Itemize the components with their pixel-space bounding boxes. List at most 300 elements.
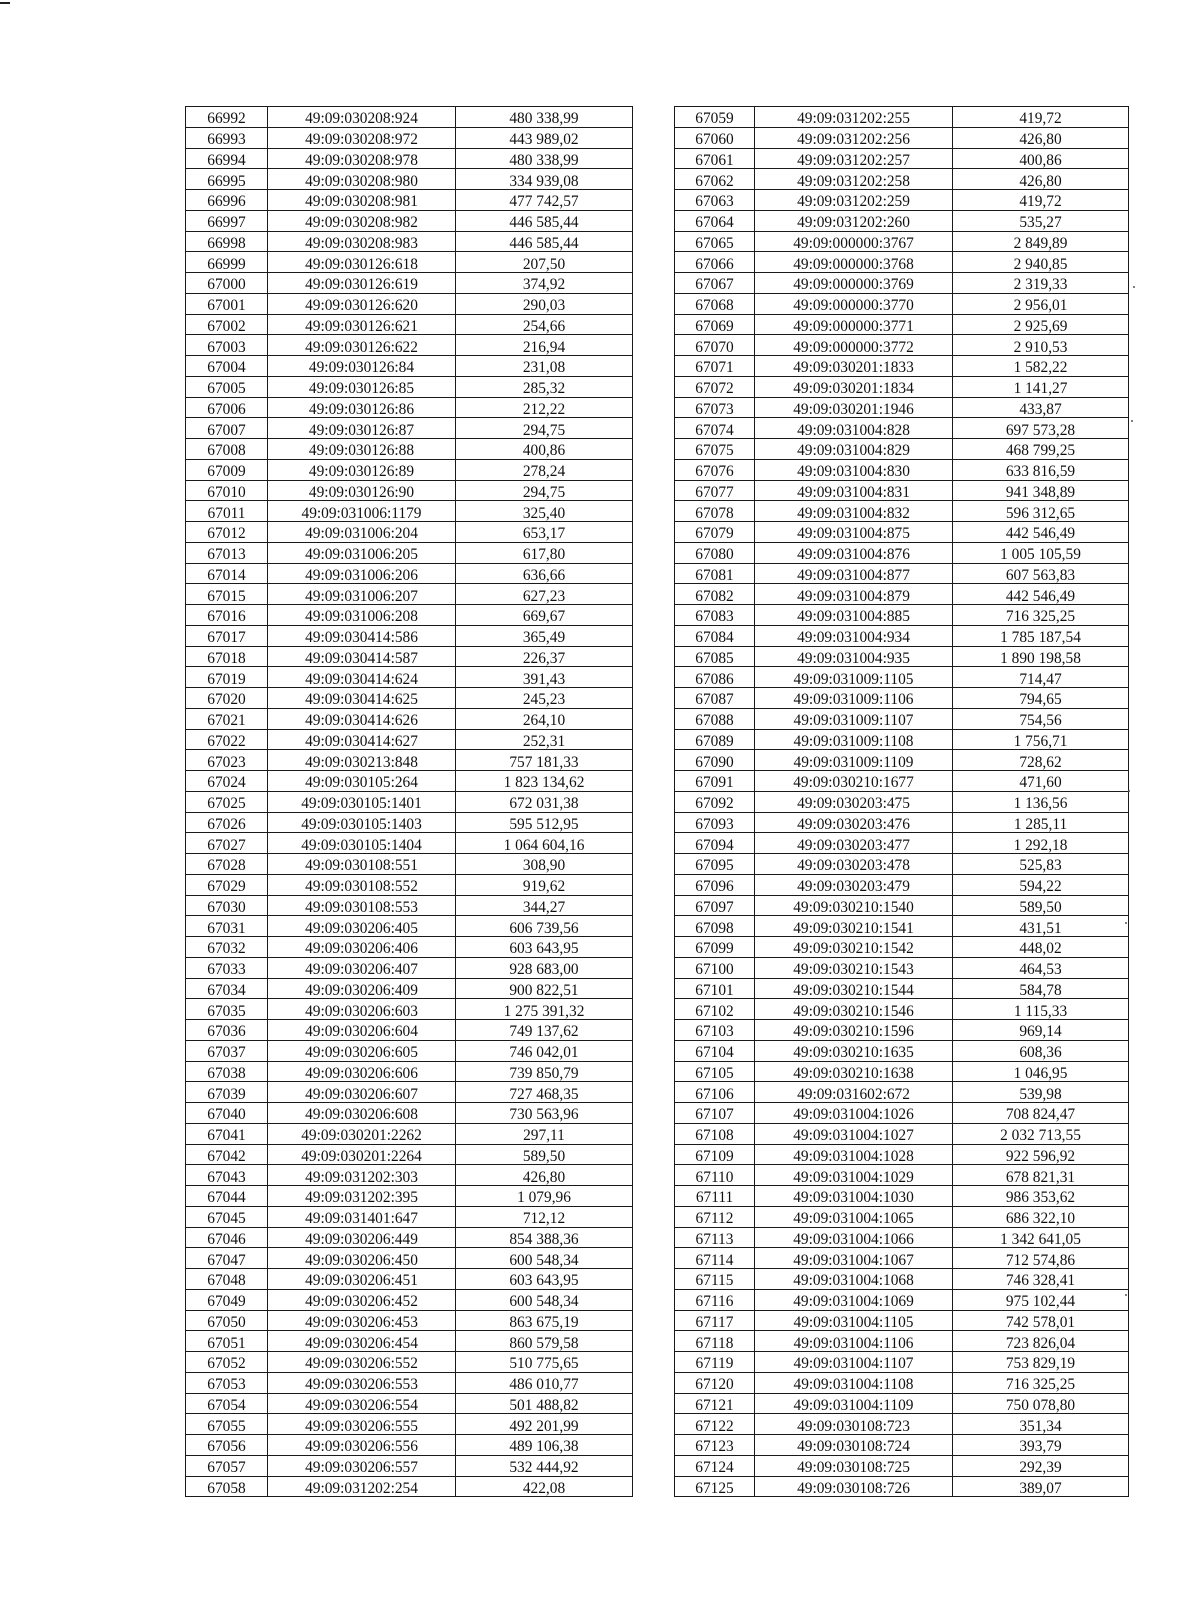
value-cell: 480 338,99 [456, 107, 633, 128]
cadastral-number-cell: 49:09:030206:554 [268, 1393, 456, 1414]
row-number-cell: 67012 [186, 522, 268, 543]
cadastral-number-cell: 49:09:030414:624 [268, 667, 456, 688]
table-row [675, 190, 1129, 211]
table-row [675, 501, 1129, 522]
cadastral-number-cell: 49:09:031202:258 [755, 169, 953, 190]
cadastral-number-cell: 49:09:030206:453 [268, 1310, 456, 1331]
cadastral-number-cell: 49:09:031004:1029 [755, 1165, 953, 1186]
value-cell: 480 338,99 [456, 148, 633, 169]
table-row [186, 916, 633, 937]
cadastral-number-cell: 49:09:030126:618 [268, 252, 456, 273]
value-cell: 292,39 [953, 1455, 1129, 1476]
table-row [675, 522, 1129, 543]
table-row [675, 273, 1129, 294]
value-cell: 297,11 [456, 1123, 633, 1144]
table-row [675, 584, 1129, 605]
row-number-cell: 67000 [186, 273, 268, 294]
cadastral-number-cell: 49:09:031004:1069 [755, 1289, 953, 1310]
table-row [675, 874, 1129, 895]
cadastral-number-cell: 49:09:031004:1030 [755, 1186, 953, 1207]
table-row [186, 210, 633, 231]
value-cell: 1 292,18 [953, 833, 1129, 854]
cadastral-number-cell: 49:09:031009:1109 [755, 750, 953, 771]
value-cell: 686 322,10 [953, 1206, 1129, 1227]
cadastral-number-cell: 49:09:031004:1107 [755, 1352, 953, 1373]
table-row [186, 1310, 633, 1331]
table-row [675, 252, 1129, 273]
row-number-cell: 67035 [186, 999, 268, 1020]
table-row [186, 376, 633, 397]
row-number-cell: 67025 [186, 791, 268, 812]
cadastral-number-cell: 49:09:031006:1179 [268, 501, 456, 522]
cadastral-number-cell: 49:09:030210:1677 [755, 771, 953, 792]
table-row [186, 1165, 633, 1186]
cadastral-number-cell: 49:09:031004:832 [755, 501, 953, 522]
row-number-cell: 67026 [186, 812, 268, 833]
row-number-cell: 67097 [675, 895, 755, 916]
value-cell: 754,56 [953, 708, 1129, 729]
table-row [186, 750, 633, 771]
cadastral-number-cell: 49:09:030210:1638 [755, 1061, 953, 1082]
value-cell: 757 181,33 [456, 750, 633, 771]
cadastral-number-cell: 49:09:030206:406 [268, 937, 456, 958]
value-cell: 975 102,44 [953, 1289, 1129, 1310]
row-number-cell: 67024 [186, 771, 268, 792]
value-cell: 2 849,89 [953, 231, 1129, 252]
value-cell: 653,17 [456, 522, 633, 543]
row-number-cell: 67029 [186, 874, 268, 895]
cadastral-number-cell: 49:09:030108:551 [268, 854, 456, 875]
cadastral-number-cell: 49:09:030208:983 [268, 231, 456, 252]
row-number-cell: 67055 [186, 1414, 268, 1435]
table-row [675, 916, 1129, 937]
table-row [675, 1020, 1129, 1041]
cadastral-number-cell: 49:09:030206:607 [268, 1082, 456, 1103]
row-number-cell: 66999 [186, 252, 268, 273]
cadastral-number-cell: 49:09:031202:257 [755, 148, 953, 169]
table-row [186, 708, 633, 729]
register-table-left-body [186, 107, 633, 1497]
value-cell: 471,60 [953, 771, 1129, 792]
row-number-cell: 67037 [186, 1040, 268, 1061]
row-number-cell: 67077 [675, 480, 755, 501]
scan-speck [1133, 286, 1135, 288]
cadastral-number-cell: 49:09:030203:479 [755, 874, 953, 895]
table-row [186, 1186, 633, 1207]
table-row [186, 190, 633, 211]
value-cell: 600 548,34 [456, 1248, 633, 1269]
cadastral-number-cell: 49:09:031202:255 [755, 107, 953, 128]
row-number-cell: 67104 [675, 1040, 755, 1061]
cadastral-number-cell: 49:09:031004:831 [755, 480, 953, 501]
value-cell: 727 468,35 [456, 1082, 633, 1103]
value-cell: 2 940,85 [953, 252, 1129, 273]
row-number-cell: 67068 [675, 293, 755, 314]
value-cell: 2 910,53 [953, 335, 1129, 356]
row-number-cell: 66993 [186, 127, 268, 148]
value-cell: 433,87 [953, 397, 1129, 418]
value-cell: 750 078,80 [953, 1393, 1129, 1414]
cadastral-number-cell: 49:09:031202:256 [755, 127, 953, 148]
value-cell: 860 579,58 [456, 1331, 633, 1352]
row-number-cell: 67060 [675, 127, 755, 148]
value-cell: 334 939,08 [456, 169, 633, 190]
table-row [186, 1040, 633, 1061]
cadastral-number-cell: 49:09:031004:875 [755, 522, 953, 543]
cadastral-number-cell: 49:09:031009:1105 [755, 667, 953, 688]
table-row [186, 1372, 633, 1393]
value-cell: 245,23 [456, 688, 633, 709]
value-cell: 212,22 [456, 397, 633, 418]
row-number-cell: 67003 [186, 335, 268, 356]
value-cell: 596 312,65 [953, 501, 1129, 522]
table-row [186, 1352, 633, 1373]
value-cell: 393,79 [953, 1435, 1129, 1456]
row-number-cell: 67111 [675, 1186, 755, 1207]
value-cell: 928 683,00 [456, 957, 633, 978]
row-number-cell: 67095 [675, 854, 755, 875]
table-row [675, 895, 1129, 916]
value-cell: 728,62 [953, 750, 1129, 771]
cadastral-number-cell: 49:09:031009:1108 [755, 729, 953, 750]
row-number-cell: 67116 [675, 1289, 755, 1310]
row-number-cell: 67042 [186, 1144, 268, 1165]
table-row [186, 293, 633, 314]
row-number-cell: 67019 [186, 667, 268, 688]
value-cell: 468 799,25 [953, 439, 1129, 460]
table-row [675, 1248, 1129, 1269]
row-number-cell: 67121 [675, 1393, 755, 1414]
scan-edge-mark [0, 2, 10, 4]
cadastral-number-cell: 49:09:030105:1401 [268, 791, 456, 812]
cadastral-number-cell: 49:09:031004:1108 [755, 1372, 953, 1393]
row-number-cell: 67101 [675, 978, 755, 999]
value-cell: 1 275 391,32 [456, 999, 633, 1020]
table-row [186, 480, 633, 501]
table-row [675, 480, 1129, 501]
table-row [186, 791, 633, 812]
row-number-cell: 67125 [675, 1476, 755, 1497]
row-number-cell: 67098 [675, 916, 755, 937]
table-row [675, 314, 1129, 335]
row-number-cell: 67046 [186, 1227, 268, 1248]
cadastral-number-cell: 49:09:031202:303 [268, 1165, 456, 1186]
table-row [675, 293, 1129, 314]
cadastral-number-cell: 49:09:030105:264 [268, 771, 456, 792]
table-row [186, 127, 633, 148]
row-number-cell: 67093 [675, 812, 755, 833]
table-row [675, 376, 1129, 397]
cadastral-number-cell: 49:09:030206:450 [268, 1248, 456, 1269]
table-row [675, 771, 1129, 792]
row-number-cell: 67072 [675, 376, 755, 397]
cadastral-number-cell: 49:09:030414:587 [268, 646, 456, 667]
cadastral-number-cell: 49:09:031004:876 [755, 542, 953, 563]
value-cell: 492 201,99 [456, 1414, 633, 1435]
value-cell: 1 064 604,16 [456, 833, 633, 854]
cadastral-number-cell: 49:09:030108:725 [755, 1455, 953, 1476]
row-number-cell: 67015 [186, 584, 268, 605]
value-cell: 739 850,79 [456, 1061, 633, 1082]
cadastral-number-cell: 49:09:030126:619 [268, 273, 456, 294]
row-number-cell: 67102 [675, 999, 755, 1020]
value-cell: 714,47 [953, 667, 1129, 688]
cadastral-number-cell: 49:09:031202:260 [755, 210, 953, 231]
cadastral-number-cell: 49:09:030126:620 [268, 293, 456, 314]
row-number-cell: 67007 [186, 418, 268, 439]
value-cell: 464,53 [953, 957, 1129, 978]
table-row [186, 439, 633, 460]
row-number-cell: 67103 [675, 1020, 755, 1041]
value-cell: 716 325,25 [953, 1372, 1129, 1393]
row-number-cell: 67018 [186, 646, 268, 667]
value-cell: 589,50 [456, 1144, 633, 1165]
row-number-cell: 67009 [186, 459, 268, 480]
row-number-cell: 67065 [675, 231, 755, 252]
cadastral-number-cell: 49:09:000000:3768 [755, 252, 953, 273]
table-row [675, 1414, 1129, 1435]
value-cell: 863 675,19 [456, 1310, 633, 1331]
cadastral-number-cell: 49:09:000000:3770 [755, 293, 953, 314]
row-number-cell: 67052 [186, 1352, 268, 1373]
table-row [675, 833, 1129, 854]
table-row [675, 605, 1129, 626]
row-number-cell: 67112 [675, 1206, 755, 1227]
value-cell: 742 578,01 [953, 1310, 1129, 1331]
table-row [186, 646, 633, 667]
value-cell: 794,65 [953, 688, 1129, 709]
table-row [186, 459, 633, 480]
cadastral-number-cell: 49:09:031006:205 [268, 542, 456, 563]
cadastral-number-cell: 49:09:030206:409 [268, 978, 456, 999]
scan-speck [1128, 790, 1130, 792]
cadastral-number-cell: 49:09:030210:1544 [755, 978, 953, 999]
table-row [186, 501, 633, 522]
row-number-cell: 67117 [675, 1310, 755, 1331]
row-number-cell: 67100 [675, 957, 755, 978]
table-row [675, 1206, 1129, 1227]
row-number-cell: 67006 [186, 397, 268, 418]
row-number-cell: 67109 [675, 1144, 755, 1165]
value-cell: 1 141,27 [953, 376, 1129, 397]
table-row [675, 625, 1129, 646]
row-number-cell: 67073 [675, 397, 755, 418]
value-cell: 431,51 [953, 916, 1129, 937]
table-row [675, 1082, 1129, 1103]
cadastral-number-cell: 49:09:030414:586 [268, 625, 456, 646]
cadastral-number-cell: 49:09:030108:726 [755, 1476, 953, 1497]
value-cell: 1 823 134,62 [456, 771, 633, 792]
row-number-cell: 67038 [186, 1061, 268, 1082]
cadastral-number-cell: 49:09:031004:885 [755, 605, 953, 626]
cadastral-number-cell: 49:09:031004:1068 [755, 1269, 953, 1290]
cadastral-number-cell: 49:09:030210:1596 [755, 1020, 953, 1041]
cadastral-number-cell: 49:09:031009:1106 [755, 688, 953, 709]
row-number-cell: 67013 [186, 542, 268, 563]
row-number-cell: 67033 [186, 957, 268, 978]
cadastral-number-cell: 49:09:031004:830 [755, 459, 953, 480]
cadastral-number-cell: 49:09:031006:204 [268, 522, 456, 543]
row-number-cell: 67114 [675, 1248, 755, 1269]
value-cell: 489 106,38 [456, 1435, 633, 1456]
cadastral-number-cell: 49:09:030206:603 [268, 999, 456, 1020]
value-cell: 636,66 [456, 563, 633, 584]
row-number-cell: 67106 [675, 1082, 755, 1103]
row-number-cell: 67115 [675, 1269, 755, 1290]
row-number-cell: 67022 [186, 729, 268, 750]
table-row [675, 148, 1129, 169]
row-number-cell: 67044 [186, 1186, 268, 1207]
table-row [675, 1186, 1129, 1207]
value-cell: 391,43 [456, 667, 633, 688]
value-cell: 627,23 [456, 584, 633, 605]
row-number-cell: 67081 [675, 563, 755, 584]
table-row [186, 1020, 633, 1041]
row-number-cell: 67028 [186, 854, 268, 875]
row-number-cell: 67066 [675, 252, 755, 273]
row-number-cell: 67004 [186, 356, 268, 377]
table-row [675, 1455, 1129, 1476]
value-cell: 264,10 [456, 708, 633, 729]
value-cell: 712,12 [456, 1206, 633, 1227]
scan-speck [1125, 1294, 1127, 1296]
value-cell: 1 582,22 [953, 356, 1129, 377]
table-row [186, 231, 633, 252]
value-cell: 325,40 [456, 501, 633, 522]
table-row [675, 1310, 1129, 1331]
cadastral-number-cell: 49:09:030126:87 [268, 418, 456, 439]
row-number-cell: 67062 [675, 169, 755, 190]
table-row [675, 210, 1129, 231]
value-cell: 2 319,33 [953, 273, 1129, 294]
row-number-cell: 67041 [186, 1123, 268, 1144]
table-row [675, 1227, 1129, 1248]
row-number-cell: 66998 [186, 231, 268, 252]
table-row [186, 625, 633, 646]
table-row [675, 791, 1129, 812]
value-cell: 730 563,96 [456, 1103, 633, 1124]
cadastral-number-cell: 49:09:031202:254 [268, 1476, 456, 1497]
cadastral-number-cell: 49:09:031401:647 [268, 1206, 456, 1227]
cadastral-number-cell: 49:09:031004:877 [755, 563, 953, 584]
value-cell: 294,75 [456, 480, 633, 501]
table-row [186, 937, 633, 958]
cadastral-number-cell: 49:09:030210:1540 [755, 895, 953, 916]
row-number-cell: 67094 [675, 833, 755, 854]
table-row [186, 688, 633, 709]
row-number-cell: 67045 [186, 1206, 268, 1227]
row-number-cell: 67089 [675, 729, 755, 750]
cadastral-number-cell: 49:09:030203:476 [755, 812, 953, 833]
cadastral-number-cell: 49:09:030206:553 [268, 1372, 456, 1393]
table-row [186, 1331, 633, 1352]
table-row [186, 729, 633, 750]
row-number-cell: 67078 [675, 501, 755, 522]
cadastral-number-cell: 49:09:031006:206 [268, 563, 456, 584]
row-number-cell: 67082 [675, 584, 755, 605]
value-cell: 525,83 [953, 854, 1129, 875]
cadastral-number-cell: 49:09:030201:2262 [268, 1123, 456, 1144]
row-number-cell: 67049 [186, 1289, 268, 1310]
row-number-cell: 67051 [186, 1331, 268, 1352]
cadastral-number-cell: 49:09:000000:3769 [755, 273, 953, 294]
value-cell: 1 079,96 [456, 1186, 633, 1207]
cadastral-number-cell: 49:09:031004:1066 [755, 1227, 953, 1248]
table-row [186, 356, 633, 377]
table-row [186, 107, 633, 128]
cadastral-number-cell: 49:09:031006:207 [268, 584, 456, 605]
cadastral-number-cell: 49:09:030203:475 [755, 791, 953, 812]
value-cell: 446 585,44 [456, 210, 633, 231]
value-cell: 442 546,49 [953, 584, 1129, 605]
table-row [186, 874, 633, 895]
value-cell: 477 742,57 [456, 190, 633, 211]
table-row [675, 127, 1129, 148]
cadastral-number-cell: 49:09:030208:978 [268, 148, 456, 169]
cadastral-number-cell: 49:09:030126:88 [268, 439, 456, 460]
row-number-cell: 67091 [675, 771, 755, 792]
cadastral-number-cell: 49:09:030213:848 [268, 750, 456, 771]
value-cell: 226,37 [456, 646, 633, 667]
value-cell: 753 829,19 [953, 1352, 1129, 1373]
cadastral-number-cell: 49:09:031004:829 [755, 439, 953, 460]
cadastral-number-cell: 49:09:031004:828 [755, 418, 953, 439]
table-row [186, 667, 633, 688]
scan-speck [1131, 420, 1133, 422]
cadastral-number-cell: 49:09:030206:454 [268, 1331, 456, 1352]
value-cell: 426,80 [953, 169, 1129, 190]
cadastral-number-cell: 49:09:030126:85 [268, 376, 456, 397]
table-row [675, 999, 1129, 1020]
cadastral-number-cell: 49:09:031004:935 [755, 646, 953, 667]
cadastral-number-cell: 49:09:030126:90 [268, 480, 456, 501]
table-row [186, 1123, 633, 1144]
table-row [186, 1206, 633, 1227]
value-cell: 672 031,38 [456, 791, 633, 812]
row-number-cell: 67119 [675, 1352, 755, 1373]
register-table-left [185, 106, 633, 1497]
cadastral-number-cell: 49:09:030105:1403 [268, 812, 456, 833]
value-cell: 535,27 [953, 210, 1129, 231]
cadastral-number-cell: 49:09:030210:1635 [755, 1040, 953, 1061]
cadastral-number-cell: 49:09:030108:724 [755, 1435, 953, 1456]
table-row [186, 812, 633, 833]
table-row [675, 418, 1129, 439]
row-number-cell: 67040 [186, 1103, 268, 1124]
value-cell: 617,80 [456, 542, 633, 563]
value-cell: 290,03 [456, 293, 633, 314]
row-number-cell: 66997 [186, 210, 268, 231]
row-number-cell: 67113 [675, 1227, 755, 1248]
cadastral-number-cell: 49:09:030206:555 [268, 1414, 456, 1435]
table-row [186, 418, 633, 439]
value-cell: 584,78 [953, 978, 1129, 999]
cadastral-number-cell: 49:09:030208:972 [268, 127, 456, 148]
value-cell: 723 826,04 [953, 1331, 1129, 1352]
cadastral-number-cell: 49:09:030126:622 [268, 335, 456, 356]
table-row [186, 999, 633, 1020]
row-number-cell: 66995 [186, 169, 268, 190]
row-number-cell: 67110 [675, 1165, 755, 1186]
cadastral-number-cell: 49:09:030126:89 [268, 459, 456, 480]
table-row [675, 978, 1129, 999]
value-cell: 697 573,28 [953, 418, 1129, 439]
table-row [675, 459, 1129, 480]
value-cell: 746 042,01 [456, 1040, 633, 1061]
row-number-cell: 67069 [675, 314, 755, 335]
row-number-cell: 67096 [675, 874, 755, 895]
value-cell: 633 816,59 [953, 459, 1129, 480]
